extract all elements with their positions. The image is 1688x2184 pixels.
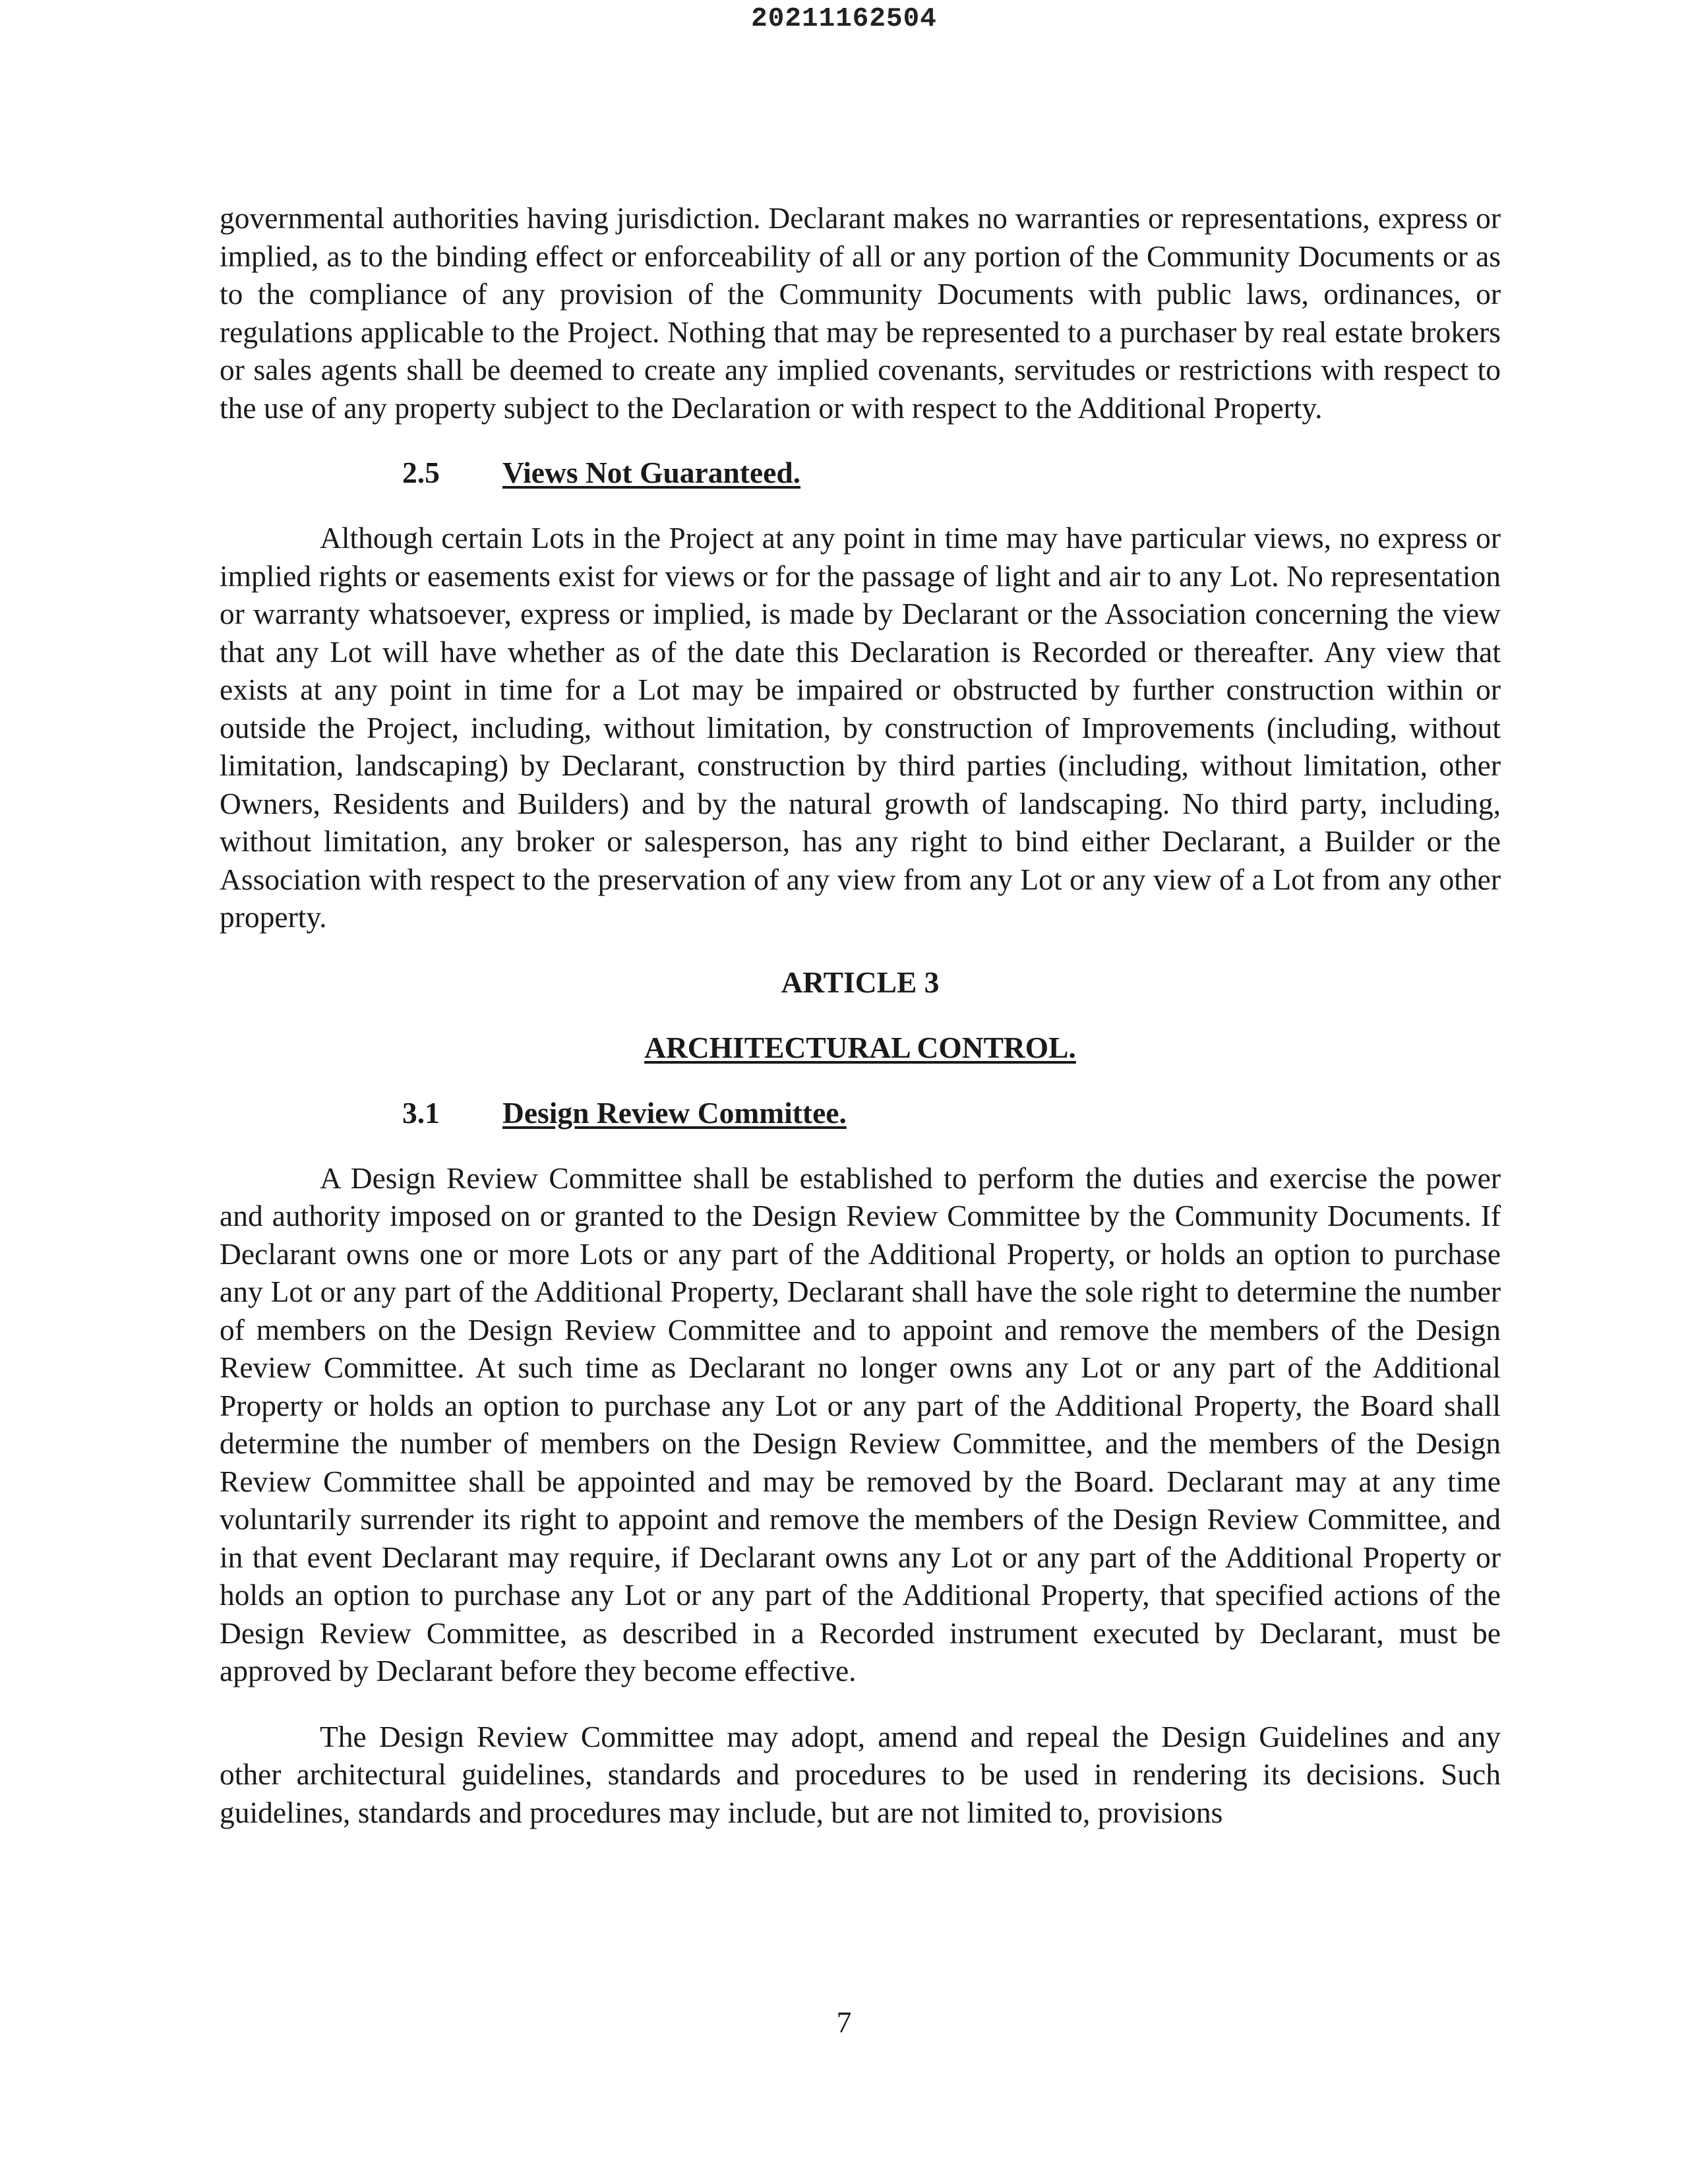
- section-heading-2-5: [220, 454, 1501, 492]
- section-number: 2.5: [402, 456, 440, 489]
- paragraph-design-guidelines: The Design Review Committee may adopt, amend and repeal the Design Guidelines and any other architectural guidelines, standards and procedures to be used in rendering its decisions. Such guidelines, standards and procedures may include, but are not limited to, provisions: [220, 1719, 1501, 1829]
- page-body: [220, 199, 1501, 1831]
- section-title: Views Not Guaranteed.: [502, 456, 801, 489]
- article-title-text: ARCHITECTURAL CONTROL.: [644, 1031, 1076, 1064]
- paragraph-views: Although certain Lots in the Project at any point in time may have particular views, no express or implied rights or easements exist for views or for the passage of light and air to any Lot. No representation or warranty whatsoever, express or implied, is made by Declarant or the Association concerning the view that any Lot will have whether as of the date this Declaration is Recorded or thereafter. Any view that exists at any point in time for a Lot may be impaired or obstructed by further construction within or outside the Project, including, without limitation, by construction of Improvements (including, without limitation, landscaping) by Declarant, construction by third parties (including, without limitation, other Owners, Residents and Builders) and by the natural growth of landscaping. No third party, including, without limitation, any broker or salesperson, has any right to bind either Declarant, a Builder or the Association with respect to the preservation of any view from any Lot or any view of a Lot from any other property.: [220, 521, 1501, 934]
- article-title: [220, 1029, 1501, 1067]
- article-label: ARTICLE 3: [781, 965, 940, 999]
- section-title: Design Review Committee.: [502, 1095, 847, 1130]
- document-number: 20211162504: [751, 4, 937, 34]
- paragraph-continuation: governmental authorities having jurisdiction. Declarant makes no warranties or representations, express or implied, as to the binding effect or enforceability of all or any portion of the Community Documents or as to the compliance of any provision of the Community Documents with public laws, ordinances, or regulations applicable to the Project. Nothing that may be represented to a purchaser by real estate brokers or sales agents shall be deemed to create any implied covenants, servitudes or restrictions with respect to the use of any property subject to the Declaration or with respect to the Additional Property.: [220, 201, 1501, 425]
- section-number: 3.1: [402, 1095, 440, 1130]
- paragraph-design-review-committee: A Design Review Committee shall be established to perform the duties and exercise the power and authority imposed on or granted to the Design Review Committee by the Community Documents. If Declarant owns one or more Lots or any part of the Additional Property, or holds an option to purchase any Lot or any part of the Additional Property, Declarant shall have the sole right to determine the number of members on the Design Review Committee and to appoint and remove the members of the Design Review Committee. At such time as Declarant no longer owns any Lot or any part of the Additional Property or holds an option to purchase any Lot or any part of the Additional Property, the Board shall determine the number of members on the Design Review Committee, and the members of the Design Review Committee shall be appointed and may be removed by the Board. Declarant may at any time voluntarily surrender its right to appoint and remove the members of the Design Review Committee, and in that event Declarant may require, if Declarant owns any Lot or any part of the Additional Property or holds an option to purchase any Lot or any part of the Additional Property, that specified actions of the Design Review Committee, as described in a Recorded instrument executed by Declarant, must be approved by Declarant before they become effective.: [220, 1161, 1501, 1687]
- section-heading-3-1: [220, 1094, 1501, 1132]
- page-number: 7: [836, 2005, 852, 2039]
